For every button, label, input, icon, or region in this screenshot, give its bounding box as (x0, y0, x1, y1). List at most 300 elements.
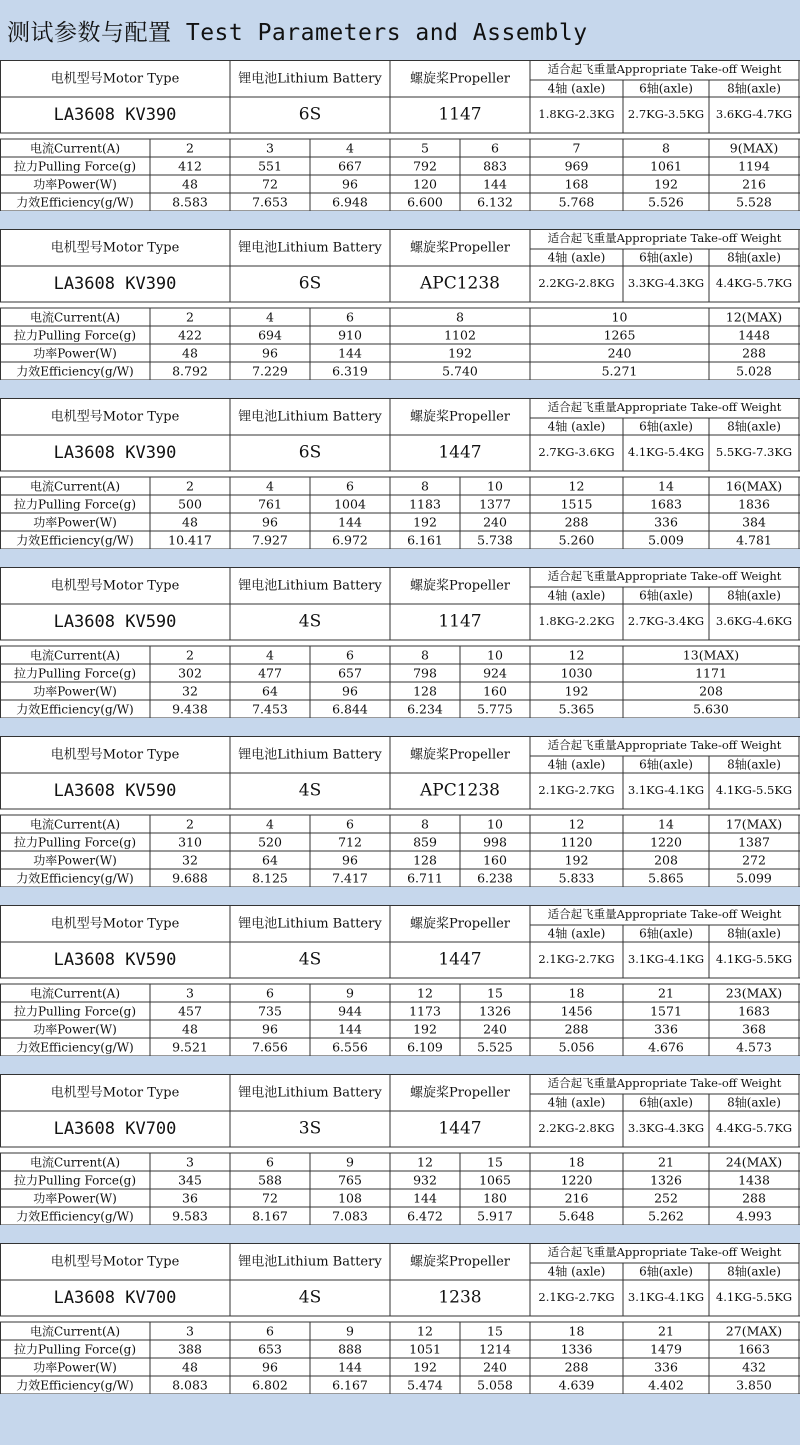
pulling-force-value: 888 (338, 1341, 362, 1357)
efficiency-label: 力效Efficiency(g/W) (16, 364, 134, 379)
power-value: 96 (262, 1359, 278, 1375)
current-value: 7 (572, 140, 581, 156)
efficiency-value: 6.948 (332, 194, 368, 210)
pulling-force-value: 1663 (738, 1341, 770, 1357)
efficiency-value: 5.262 (648, 1208, 684, 1224)
propeller-value: APC1238 (420, 273, 500, 294)
spec-block (0, 229, 800, 380)
efficiency-value: 3.850 (736, 1377, 772, 1393)
efficiency-value: 6.161 (407, 532, 443, 548)
current-value: 14 (658, 478, 674, 494)
efficiency-value: 6.132 (477, 194, 513, 210)
pulling-force-value: 1377 (479, 496, 511, 512)
weight-6-axle: 3.3KG-4.3KG (627, 1121, 705, 1135)
pulling-force-value: 667 (338, 158, 362, 174)
efficiency-value: 9.583 (172, 1208, 208, 1224)
current-value: 3 (186, 1154, 194, 1170)
pulling-force-value: 1220 (560, 1172, 593, 1188)
pulling-force-value: 765 (338, 1172, 362, 1188)
power-value: 32 (182, 852, 198, 868)
battery-header: 锂电池Lithium Battery (238, 240, 382, 256)
weight-4-axle: 2.2KG-2.8KG (538, 276, 615, 290)
power-value: 288 (742, 345, 766, 361)
efficiency-label: 力效Efficiency(g/W) (16, 871, 134, 886)
pulling-force-value: 588 (258, 1172, 282, 1188)
power-value: 128 (413, 852, 437, 868)
weight-6-axle: 3.3KG-4.3KG (627, 276, 705, 290)
pulling-force-value: 1265 (603, 327, 636, 343)
power-value: 96 (342, 176, 358, 192)
efficiency-label: 力效Efficiency(g/W) (16, 1040, 134, 1055)
power-value: 240 (607, 345, 632, 361)
spec-block (0, 60, 800, 211)
takeoff-weight-header: 适合起飞重量Appropriate Take-off Weight (547, 1245, 782, 1259)
spec-block (0, 736, 800, 887)
power-label: 功率Power(W) (33, 346, 117, 361)
efficiency-value: 6.472 (407, 1208, 443, 1224)
current-value: 21 (658, 1154, 674, 1170)
power-value: 272 (742, 852, 766, 868)
weight-4-axle: 2.2KG-2.8KG (538, 1121, 615, 1135)
power-value: 144 (338, 1359, 362, 1375)
pulling-force-value: 932 (413, 1172, 437, 1188)
pulling-force-value: 761 (258, 496, 282, 512)
efficiency-value: 8.792 (172, 363, 208, 379)
motor-type-header: 电机型号Motor Type (50, 1085, 180, 1101)
pulling-force-value: 1051 (409, 1341, 441, 1357)
spec-table (0, 567, 800, 718)
motor-model: LA3608 KV390 (53, 443, 177, 463)
current-value: 10 (487, 647, 503, 663)
current-value: 23(MAX) (725, 985, 783, 1001)
propeller-header: 螺旋桨Propeller (409, 916, 511, 932)
axle-6-header: 6轴(axle) (639, 1264, 693, 1279)
motor-model: LA3608 KV700 (53, 1119, 177, 1139)
power-value: 368 (742, 1021, 766, 1037)
efficiency-value: 7.083 (332, 1208, 368, 1224)
axle-8-header: 8轴(axle) (727, 757, 781, 772)
pulling-force-value: 422 (178, 327, 202, 343)
takeoff-weight-header: 适合起飞重量Appropriate Take-off Weight (547, 400, 782, 414)
power-value: 108 (338, 1190, 362, 1206)
spec-table (0, 905, 800, 1056)
current-value: 6 (346, 478, 354, 494)
efficiency-value: 7.927 (252, 532, 288, 548)
efficiency-value: 7.653 (252, 194, 288, 210)
axle-6-header: 6轴(axle) (639, 588, 693, 603)
pulling-force-value: 1683 (650, 496, 682, 512)
power-value: 216 (742, 176, 766, 192)
pulling-force-value: 1683 (738, 1003, 770, 1019)
efficiency-value: 9.521 (172, 1039, 208, 1055)
pulling-force-value: 735 (258, 1003, 282, 1019)
motor-model: LA3608 KV590 (53, 612, 177, 632)
efficiency-value: 6.844 (332, 701, 368, 717)
takeoff-weight-header: 适合起飞重量Appropriate Take-off Weight (547, 231, 782, 245)
power-value: 160 (483, 852, 507, 868)
efficiency-value: 4.573 (736, 1039, 772, 1055)
power-value: 336 (654, 514, 678, 530)
pulling-force-value: 1004 (334, 496, 366, 512)
pulling-force-value: 1173 (409, 1003, 441, 1019)
efficiency-value: 10.417 (168, 532, 212, 548)
current-value: 5 (421, 140, 429, 156)
motor-type-header: 电机型号Motor Type (50, 409, 180, 425)
spec-table (0, 1074, 800, 1225)
battery-value: 6S (298, 442, 322, 463)
propeller-value: 1147 (438, 104, 482, 125)
motor-type-header: 电机型号Motor Type (50, 916, 180, 932)
propeller-value: 1147 (438, 611, 482, 632)
battery-value: 6S (298, 104, 322, 125)
power-value: 32 (182, 683, 198, 699)
efficiency-value: 5.099 (736, 870, 772, 886)
current-value: 9(MAX) (729, 140, 779, 156)
efficiency-value: 5.260 (558, 532, 595, 548)
power-value: 192 (413, 1021, 437, 1037)
power-value: 240 (483, 514, 507, 530)
pulling-force-value: 1836 (738, 496, 770, 512)
axle-4-header: 4轴 (axle) (547, 81, 606, 96)
pulling-force-value: 657 (338, 665, 362, 681)
motor-type-header: 电机型号Motor Type (50, 578, 180, 594)
pulling-force-value: 653 (258, 1341, 282, 1357)
efficiency-value: 5.775 (477, 701, 513, 717)
weight-8-axle: 5.5KG-7.3KG (715, 445, 793, 459)
propeller-value: 1238 (438, 1287, 482, 1308)
motor-model: LA3608 KV590 (53, 950, 177, 970)
motor-model: LA3608 KV700 (53, 1288, 177, 1308)
efficiency-value: 8.125 (252, 870, 288, 886)
power-label: 功率Power(W) (33, 1191, 117, 1206)
power-value: 48 (182, 1359, 198, 1375)
axle-4-header: 4轴 (axle) (547, 419, 606, 434)
pulling-force-value: 1456 (560, 1003, 593, 1019)
pulling-force-value: 388 (178, 1341, 202, 1357)
battery-value: 4S (298, 1287, 322, 1308)
pulling-force-value: 345 (178, 1172, 202, 1188)
efficiency-value: 9.438 (172, 701, 208, 717)
pulling-force-value: 1102 (444, 327, 476, 343)
pulling-force-value: 944 (338, 1003, 362, 1019)
power-value: 144 (338, 345, 362, 361)
current-value: 18 (568, 1323, 585, 1339)
spec-table (0, 1243, 800, 1394)
power-value: 216 (564, 1190, 589, 1206)
current-value: 27(MAX) (725, 1323, 783, 1339)
pulling-force-value: 1065 (479, 1172, 511, 1188)
propeller-header: 螺旋桨Propeller (409, 578, 511, 594)
battery-header: 锂电池Lithium Battery (238, 71, 382, 87)
current-value: 16(MAX) (725, 478, 783, 494)
footer-band (0, 1394, 800, 1445)
power-value: 48 (182, 176, 198, 192)
axle-8-header: 8轴(axle) (727, 419, 781, 434)
efficiency-value: 6.238 (477, 870, 513, 886)
efficiency-value: 7.229 (252, 363, 288, 379)
efficiency-label: 力效Efficiency(g/W) (16, 702, 134, 717)
takeoff-weight-header: 适合起飞重量Appropriate Take-off Weight (547, 569, 782, 583)
pulling-force-label: 拉力Pulling Force(g) (13, 497, 137, 512)
current-value: 4 (266, 647, 274, 663)
efficiency-value: 6.556 (332, 1039, 368, 1055)
power-label: 功率Power(W) (33, 177, 117, 192)
power-value: 192 (654, 176, 678, 192)
axle-6-header: 6轴(axle) (639, 419, 693, 434)
power-value: 96 (262, 514, 278, 530)
weight-6-axle: 2.7KG-3.5KG (627, 107, 705, 121)
weight-6-axle: 4.1KG-5.4KG (627, 445, 705, 459)
efficiency-value: 5.474 (407, 1377, 443, 1393)
efficiency-value: 6.600 (407, 194, 443, 210)
pulling-force-value: 1326 (479, 1003, 511, 1019)
propeller-header: 螺旋桨Propeller (409, 409, 511, 425)
power-value: 192 (564, 683, 589, 699)
weight-6-axle: 3.1KG-4.1KG (627, 783, 705, 797)
power-value: 144 (338, 514, 362, 530)
current-value: 6 (346, 309, 354, 325)
motor-type-header: 电机型号Motor Type (50, 71, 180, 87)
current-value: 2 (186, 309, 194, 325)
efficiency-value: 5.365 (558, 701, 595, 717)
pulling-force-value: 694 (258, 327, 282, 343)
current-value: 9 (346, 1323, 354, 1339)
current-value: 2 (186, 478, 194, 494)
current-value: 4 (266, 816, 274, 832)
efficiency-value: 5.630 (693, 701, 729, 717)
efficiency-value: 4.781 (736, 532, 772, 548)
current-label: 电流Current(A) (29, 1155, 121, 1170)
power-value: 48 (182, 1021, 198, 1037)
current-value: 21 (658, 1323, 674, 1339)
power-value: 64 (262, 683, 278, 699)
power-value: 288 (564, 1359, 589, 1375)
pulling-force-value: 1183 (409, 496, 441, 512)
current-value: 6 (346, 647, 354, 663)
current-value: 6 (346, 816, 354, 832)
efficiency-value: 6.972 (332, 532, 368, 548)
current-value: 18 (568, 985, 585, 1001)
current-value: 13(MAX) (682, 647, 740, 663)
motor-model: LA3608 KV590 (53, 781, 177, 801)
current-value: 3 (186, 1323, 194, 1339)
weight-4-axle: 2.1KG-2.7KG (538, 783, 615, 797)
current-value: 8 (421, 816, 429, 832)
pulling-force-value: 1220 (650, 834, 682, 850)
current-value: 8 (421, 647, 429, 663)
power-value: 48 (182, 345, 198, 361)
motor-model: LA3608 KV390 (53, 105, 177, 125)
efficiency-value: 5.525 (477, 1039, 513, 1055)
power-value: 240 (483, 1021, 507, 1037)
efficiency-value: 7.656 (252, 1039, 288, 1055)
battery-value: 4S (298, 780, 322, 801)
current-value: 6 (491, 140, 499, 156)
pulling-force-label: 拉力Pulling Force(g) (13, 666, 137, 681)
pulling-force-value: 310 (178, 834, 202, 850)
weight-8-axle: 4.1KG-5.5KG (715, 783, 793, 797)
efficiency-value: 7.417 (332, 870, 368, 886)
spec-table (0, 398, 800, 549)
current-value: 2 (186, 140, 194, 156)
current-value: 21 (658, 985, 674, 1001)
power-value: 180 (483, 1190, 507, 1206)
current-value: 17(MAX) (725, 816, 783, 832)
pulling-force-label: 拉力Pulling Force(g) (13, 1342, 137, 1357)
propeller-header: 螺旋桨Propeller (409, 747, 511, 763)
power-value: 432 (742, 1359, 766, 1375)
axle-8-header: 8轴(axle) (727, 1095, 781, 1110)
power-label: 功率Power(W) (33, 853, 117, 868)
pulling-force-value: 712 (338, 834, 362, 850)
pulling-force-value: 1336 (560, 1341, 593, 1357)
axle-4-header: 4轴 (axle) (547, 757, 606, 772)
weight-8-axle: 4.1KG-5.5KG (715, 1290, 793, 1304)
current-value: 4 (266, 309, 274, 325)
axle-8-header: 8轴(axle) (727, 926, 781, 941)
axle-4-header: 4轴 (axle) (547, 926, 606, 941)
propeller-value: 1447 (438, 442, 482, 463)
efficiency-value: 5.526 (648, 194, 684, 210)
pulling-force-label: 拉力Pulling Force(g) (13, 1004, 137, 1019)
power-value: 240 (483, 1359, 507, 1375)
spec-block (0, 905, 800, 1056)
weight-6-axle: 2.7KG-3.4KG (627, 614, 705, 628)
battery-value: 4S (298, 611, 322, 632)
current-value: 4 (266, 478, 274, 494)
power-value: 144 (338, 1021, 362, 1037)
axle-6-header: 6轴(axle) (639, 757, 693, 772)
weight-4-axle: 1.8KG-2.2KG (538, 614, 615, 628)
pulling-force-value: 1479 (650, 1341, 682, 1357)
axle-8-header: 8轴(axle) (727, 588, 781, 603)
axle-8-header: 8轴(axle) (727, 1264, 781, 1279)
power-value: 48 (182, 514, 198, 530)
efficiency-value: 8.583 (172, 194, 208, 210)
pulling-force-value: 302 (178, 665, 202, 681)
efficiency-value: 6.109 (407, 1039, 443, 1055)
pulling-force-value: 859 (413, 834, 437, 850)
power-value: 36 (182, 1190, 198, 1206)
propeller-header: 螺旋桨Propeller (409, 1085, 511, 1101)
current-value: 8 (662, 140, 670, 156)
takeoff-weight-header: 适合起飞重量Appropriate Take-off Weight (547, 1076, 782, 1090)
pulling-force-value: 477 (258, 665, 282, 681)
pulling-force-value: 1387 (738, 834, 770, 850)
efficiency-value: 9.688 (172, 870, 208, 886)
weight-6-axle: 3.1KG-4.1KG (627, 1290, 705, 1304)
power-value: 288 (564, 514, 589, 530)
spec-block (0, 1243, 800, 1394)
efficiency-value: 5.056 (558, 1039, 595, 1055)
current-value: 12 (568, 647, 585, 663)
power-value: 192 (413, 514, 437, 530)
propeller-header: 螺旋桨Propeller (409, 71, 511, 87)
pulling-force-value: 1438 (738, 1172, 770, 1188)
pulling-force-value: 883 (483, 158, 507, 174)
power-value: 168 (564, 176, 589, 192)
power-label: 功率Power(W) (33, 684, 117, 699)
current-value: 24(MAX) (725, 1154, 783, 1170)
battery-value: 3S (298, 1118, 322, 1139)
efficiency-value: 4.676 (648, 1039, 684, 1055)
spec-block (0, 1074, 800, 1225)
pulling-force-label: 拉力Pulling Force(g) (13, 159, 137, 174)
propeller-header: 螺旋桨Propeller (409, 240, 511, 256)
power-label: 功率Power(W) (33, 1360, 117, 1375)
current-label: 电流Current(A) (29, 479, 121, 494)
pulling-force-value: 1030 (560, 665, 593, 681)
power-value: 288 (742, 1190, 766, 1206)
spec-table (0, 60, 800, 211)
efficiency-value: 5.271 (601, 363, 638, 379)
pulling-force-value: 551 (258, 158, 282, 174)
weight-8-axle: 3.6KG-4.7KG (715, 107, 793, 121)
power-value: 192 (564, 852, 589, 868)
power-value: 160 (483, 683, 507, 699)
power-value: 64 (262, 852, 278, 868)
power-value: 72 (262, 1190, 278, 1206)
efficiency-label: 力效Efficiency(g/W) (16, 533, 134, 548)
efficiency-value: 5.917 (477, 1208, 513, 1224)
current-value: 15 (487, 1323, 503, 1339)
pulling-force-value: 1120 (560, 834, 593, 850)
pulling-force-value: 412 (178, 158, 202, 174)
pulling-force-value: 998 (483, 834, 507, 850)
efficiency-value: 5.648 (558, 1208, 595, 1224)
weight-8-axle: 3.6KG-4.6KG (715, 614, 793, 628)
power-value: 128 (413, 683, 437, 699)
current-value: 10 (487, 478, 503, 494)
weight-4-axle: 1.8KG-2.3KG (538, 107, 615, 121)
current-value: 6 (266, 1323, 274, 1339)
efficiency-value: 5.833 (558, 870, 595, 886)
axle-6-header: 6轴(axle) (639, 250, 693, 265)
axle-8-header: 8轴(axle) (727, 250, 781, 265)
pulling-force-label: 拉力Pulling Force(g) (13, 835, 137, 850)
battery-header: 锂电池Lithium Battery (238, 1085, 382, 1101)
current-label: 电流Current(A) (29, 648, 121, 663)
power-label: 功率Power(W) (33, 515, 117, 530)
power-value: 96 (262, 1021, 278, 1037)
efficiency-value: 6.711 (407, 870, 443, 886)
power-value: 252 (654, 1190, 678, 1206)
current-value: 6 (266, 985, 274, 1001)
current-value: 2 (186, 816, 194, 832)
axle-6-header: 6轴(axle) (639, 1095, 693, 1110)
axle-8-header: 8轴(axle) (727, 81, 781, 96)
propeller-value: 1447 (438, 1118, 482, 1139)
pulling-force-value: 520 (258, 834, 282, 850)
pulling-force-value: 1194 (738, 158, 770, 174)
power-value: 208 (654, 852, 678, 868)
pulling-force-value: 969 (564, 158, 589, 174)
weight-8-axle: 4.1KG-5.5KG (715, 952, 793, 966)
power-value: 192 (413, 1359, 437, 1375)
spec-block (0, 398, 800, 549)
pulling-force-value: 792 (413, 158, 437, 174)
current-label: 电流Current(A) (29, 986, 121, 1001)
pulling-force-value: 1571 (650, 1003, 682, 1019)
current-value: 14 (658, 816, 674, 832)
efficiency-value: 8.167 (252, 1208, 288, 1224)
current-value: 12 (568, 478, 585, 494)
efficiency-value: 5.865 (648, 870, 684, 886)
efficiency-value: 5.768 (558, 194, 595, 210)
takeoff-weight-header: 适合起飞重量Appropriate Take-off Weight (547, 907, 782, 921)
efficiency-label: 力效Efficiency(g/W) (16, 195, 134, 210)
pulling-force-value: 798 (413, 665, 437, 681)
